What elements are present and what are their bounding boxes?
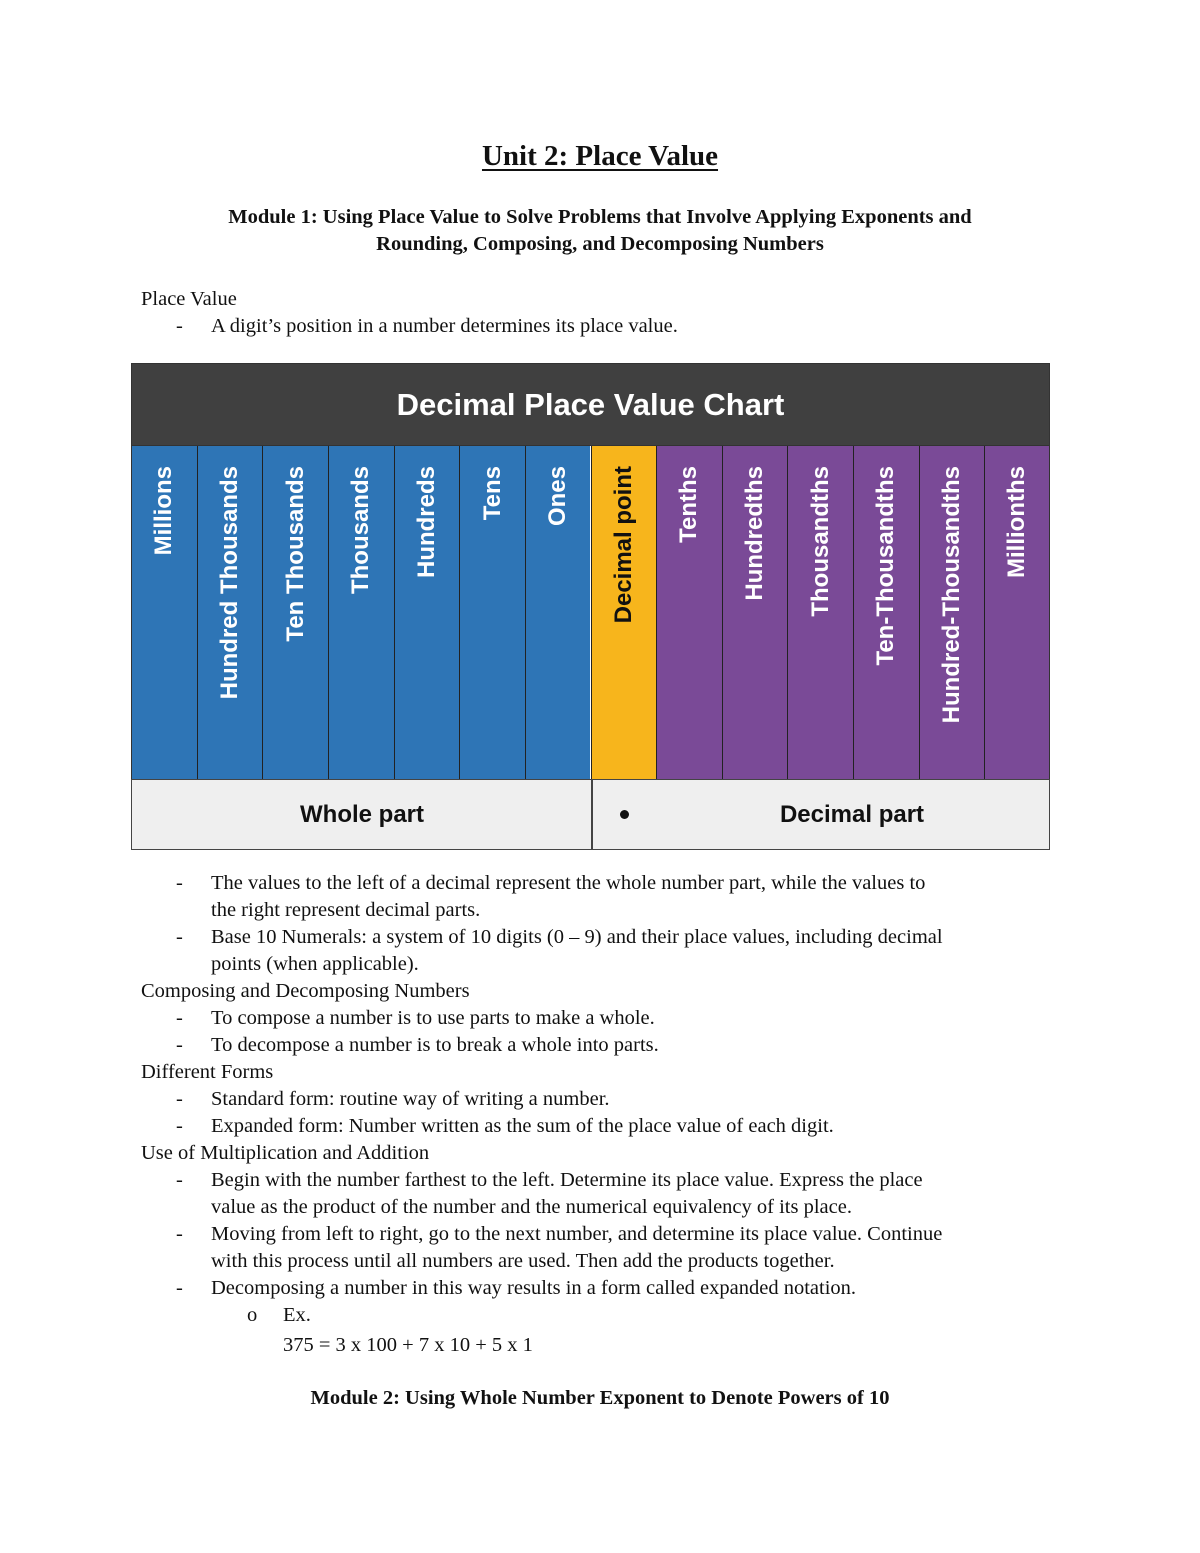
- bullet-text-line-2: the right represent decimal parts.: [211, 899, 481, 921]
- chart-column: [591, 446, 657, 779]
- list-item: [176, 1113, 1056, 1140]
- bullet-text: To compose a number is to use parts to make a whole.: [211, 1007, 655, 1029]
- bullet-text-line-1: Decomposing a number in this way results in a form called expanded notation.: [211, 1277, 857, 1299]
- bullet-text-line-1: Base 10 Numerals: a system of 10 digits (0 – 9) and their place values, including decimal: [211, 926, 943, 948]
- chart-column-label: Thousands: [347, 466, 375, 595]
- decimal-point-dot: [620, 810, 629, 819]
- chart-column: [394, 446, 460, 779]
- bullet-dash: -: [176, 1088, 183, 1110]
- chart-column-label: Hundred-Thousandths: [938, 466, 966, 724]
- bullet-dash: -: [176, 1223, 183, 1245]
- bullet-text: Standard form: routine way of writing a number.: [211, 1088, 610, 1110]
- sub-list-item: [247, 1302, 311, 1329]
- bullet-text-line-2: points (when applicable).: [211, 953, 419, 975]
- footer-divider: [591, 780, 593, 849]
- chart-column: [197, 446, 263, 779]
- chart-title: Decimal Place Value Chart: [131, 363, 1050, 446]
- chart-column: [525, 446, 591, 779]
- chart-column-label: Hundredths: [741, 466, 769, 601]
- chart-column: [328, 446, 394, 779]
- chart-column: [853, 446, 919, 779]
- bullet-dash: -: [176, 1277, 183, 1299]
- module-1-heading-line-2: Rounding, Composing, and Decomposing Numbers: [376, 233, 824, 255]
- bullet-text-line-1: Moving from left to right, go to the next number, and determine its place value. Continue: [211, 1223, 943, 1245]
- list-item: [176, 313, 1056, 340]
- list-item: [176, 1032, 1056, 1059]
- bullet-dash: -: [176, 315, 183, 337]
- bullet-text: To decompose a number is to break a whole into parts.: [211, 1034, 659, 1056]
- composing-heading: Composing and Decomposing Numbers: [141, 980, 470, 1002]
- chart-column-label: Millions: [150, 466, 178, 556]
- chart-column-label: Ones: [544, 466, 572, 527]
- list-item: [176, 1275, 1056, 1302]
- chart-column: [984, 446, 1050, 779]
- bullet-dash: -: [176, 1169, 183, 1191]
- chart-column-label: Ten-Thousandths: [872, 466, 900, 666]
- bullet-text-line-1: Begin with the number farthest to the left. Determine its place value. Express the place: [211, 1169, 923, 1191]
- bullet-dash: -: [176, 1034, 183, 1056]
- decimal-place-value-chart: [131, 363, 1050, 850]
- chart-column-label: Hundreds: [412, 466, 440, 579]
- forms-heading: Different Forms: [141, 1061, 274, 1083]
- bullet-dash: -: [176, 1007, 183, 1029]
- bullet-text-line-2: with this process until all numbers are used. Then add the products together.: [211, 1250, 835, 1272]
- module-2-heading: Module 2: Using Whole Number Exponent to Denote Powers of 10: [310, 1387, 890, 1409]
- list-item: [176, 924, 1056, 978]
- chart-column-label: Hundred Thousands: [215, 466, 243, 700]
- chart-column: [919, 446, 985, 779]
- chart-column-label: Millionths: [1003, 466, 1031, 578]
- chart-column-label: Tens: [478, 466, 506, 521]
- list-item: [176, 1221, 1056, 1275]
- circle-bullet: o: [247, 1304, 258, 1326]
- bullet-text: A digit’s position in a number determines its place value.: [211, 315, 678, 337]
- decimal-part-label: Decimal part: [779, 800, 925, 828]
- module-1-heading: [150, 204, 1050, 258]
- list-item: [176, 1167, 1056, 1221]
- bullet-text: Expanded form: Number written as the sum of the place value of each digit.: [211, 1115, 834, 1137]
- bullet-dash: -: [176, 1115, 183, 1137]
- chart-column: [656, 446, 722, 779]
- whole-part-label: Whole part: [300, 800, 424, 828]
- page-title: Unit 2: Place Value: [481, 140, 719, 172]
- place-value-heading: Place Value: [141, 288, 237, 310]
- module-1-heading-line-1: Module 1: Using Place Value to Solve Problems that Involve Applying Exponents and: [228, 206, 972, 228]
- chart-column-label: Tenths: [675, 466, 703, 543]
- list-item: [176, 1005, 1056, 1032]
- chart-column: [459, 446, 525, 779]
- chart-column: [131, 446, 197, 779]
- chart-footer: [131, 779, 1050, 850]
- example-label: Ex.: [283, 1304, 311, 1326]
- chart-column: [722, 446, 788, 779]
- bullet-text-line-1: The values to the left of a decimal represent the whole number part, while the values to: [211, 872, 926, 894]
- example-equation: 375 = 3 x 100 + 7 x 10 + 5 x 1: [283, 1334, 533, 1356]
- bullet-text-line-2: value as the product of the number and the numerical equivalency of its place.: [211, 1196, 852, 1218]
- bullet-dash: -: [176, 926, 183, 948]
- chart-column: [787, 446, 853, 779]
- list-item: [176, 1086, 1056, 1113]
- chart-column-label: Decimal point: [609, 466, 637, 624]
- chart-columns: [131, 446, 1050, 779]
- chart-column: [262, 446, 328, 779]
- list-item: [176, 870, 1056, 924]
- multiplication-heading: Use of Multiplication and Addition: [141, 1142, 430, 1164]
- chart-column-label: Thousandths: [806, 466, 834, 617]
- chart-column-label: Ten Thousands: [281, 466, 309, 642]
- bullet-dash: -: [176, 872, 183, 894]
